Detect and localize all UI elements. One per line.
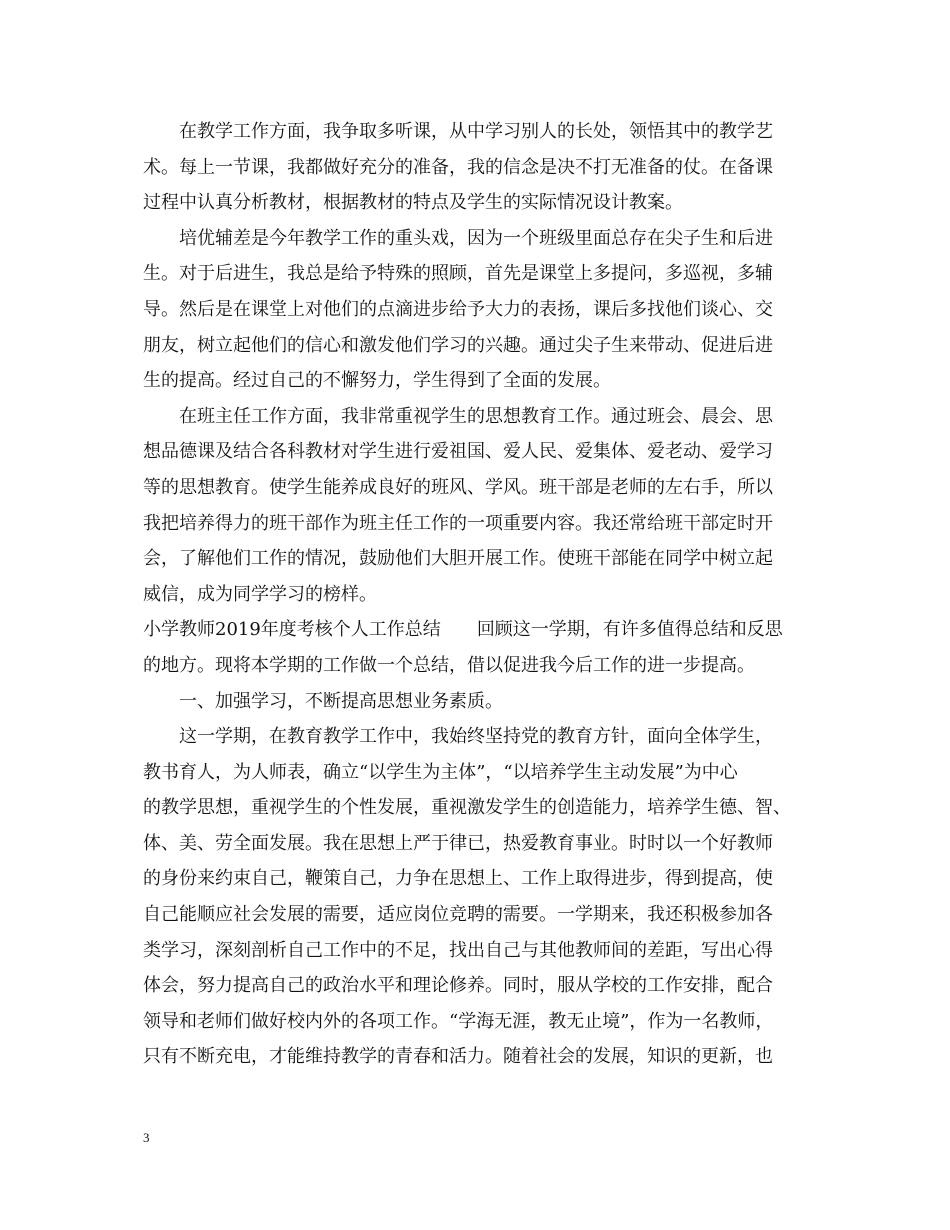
text-line: 的身份来约束自己，鞭策自己，力争在思想上、工作上取得进步，得到提高，使 <box>143 868 773 890</box>
paragraph-teaching <box>143 114 803 221</box>
text-line: 类学习，深刻剖析自己工作中的不足，找出自己与其他教师间的差距，写出心得 <box>143 939 773 961</box>
text-line: 导。然后是在课堂上对他们的点滴进步给予大力的表扬，课后多找他们谈心、交 <box>143 298 773 320</box>
paragraph-class-teacher <box>143 399 803 613</box>
text-line: 会，了解他们工作的情况，鼓励他们大胆开展工作。使班干部能在同学中树立起 <box>143 548 773 570</box>
text-line: 自己能顺应社会发展的需要，适应岗位竞聘的需要。一学期来，我还积极参加各 <box>143 904 773 926</box>
text-line: 这一学期，在教育教学工作中，我始终坚持党的教育方针，面向全体学生， <box>179 726 773 748</box>
text-line: 体会，努力提高自己的政治水平和理论修养。同时，服从学校的工作安排，配合 <box>143 975 773 997</box>
text-line: 教书育人，为人师表，确立“以学生为主体”，“以培养学生主动发展”为中心 <box>143 761 738 783</box>
text-line: 过程中认真分析教材，根据教材的特点及学生的实际情况设计教案。 <box>143 192 683 214</box>
text-line: 体、美、劳全面发展。我在思想上严于律已，热爱教育事业。时时以一个好教师 <box>143 832 773 854</box>
text-line: 只有不断充电，才能维持教学的青春和活力。随着社会的发展，知识的更新，也 <box>143 1046 773 1068</box>
page-number: 3 <box>143 1130 150 1145</box>
text-line: 在教学工作方面，我争取多听课，从中学习别人的长处，领悟其中的教学艺 <box>179 121 773 142</box>
text-line: 的教学思想，重视学生的个性发展，重视激发学生的创造能力，培养学生德、智、 <box>143 797 791 819</box>
intro-text: 回顾这一学期，有许多值得总结和反思 <box>476 619 783 641</box>
text-line: 威信，成为同学学习的榜样。 <box>143 583 377 605</box>
text-line: 的地方。现将本学期的工作做一个总结，借以促进我今后工作的进一步提高。 <box>143 654 755 676</box>
text-line: 等的思想教育。使学生能养成良好的班风、学风。班干部是老师的左右手，所以 <box>143 476 773 498</box>
text-line: 生的提高。经过自己的不懈努力，学生得到了全面的发展。 <box>143 370 611 392</box>
text-line: 生。对于后进生，我总是给予特殊的照顾，首先是课堂上多提问，多巡视，多辅 <box>143 263 773 285</box>
section-heading-line: 一、加强学习，不断提高思想业务素质。 <box>179 690 503 712</box>
paragraph-study <box>143 719 803 1075</box>
text-line <box>143 612 803 648</box>
text-line: 朋友，树立起他们的信心和激发他们学习的兴趣。通过尖子生来带动、促进后进 <box>143 334 773 356</box>
text-line: 领导和老师们做好校内外的各项工作。“学海无涯，教无止境”，作为一名教师， <box>143 1010 774 1032</box>
text-line: 培优辅差是今年教学工作的重头戏，因为一个班级里面总存在尖子生和后进 <box>179 227 773 249</box>
section-heading <box>143 684 803 720</box>
text-line: 想品德课及结合各科教材对学生进行爱祖国、爱人民、爱集体、爱老动、爱学习 <box>143 441 773 463</box>
text-line: 术。每上一节课，我都做好充分的准备，我的信念是决不打无准备的仗。在备课 <box>143 156 773 178</box>
paragraph-tutoring <box>143 221 803 399</box>
document-title: 小学教师2019年度考核个人工作总结 <box>143 619 441 641</box>
text-line: 我把培养得力的班干部作为班主任工作的一项重要内容。我还常给班干部定时开 <box>143 512 773 534</box>
body-text <box>143 114 803 1075</box>
paragraph-summary-intro <box>143 612 803 683</box>
text-line: 在班主任工作方面，我非常重视学生的思想教育工作。通过班会、晨会、思 <box>179 405 773 427</box>
